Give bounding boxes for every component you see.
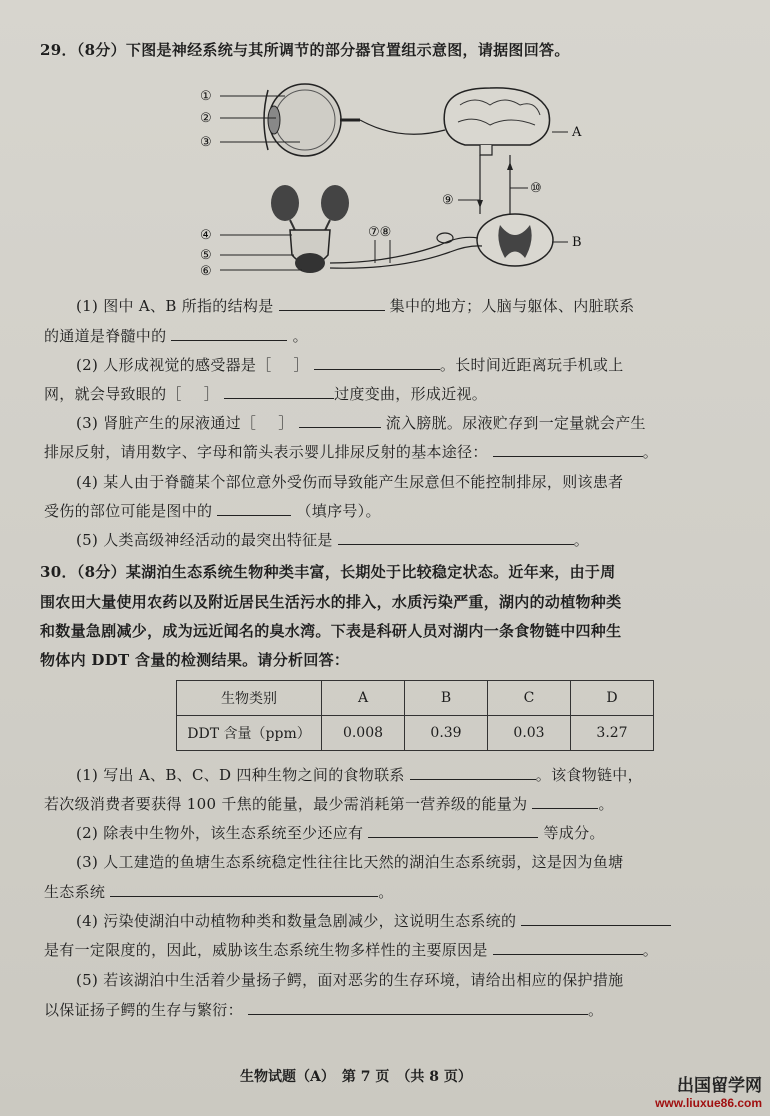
q29-1-line2 (44, 326, 308, 346)
label-3: ③ (200, 135, 212, 150)
q29-5-line (76, 530, 589, 550)
q29-1-end: 。 (292, 327, 308, 345)
table-header-cell: 生物类别 (177, 681, 322, 716)
q30-5-text-b: 以保证扬子鳄的生存与繁衍： (44, 1001, 243, 1019)
q29-3-line1 (76, 413, 646, 433)
ddt-table (176, 680, 654, 751)
answer-blank[interactable] (532, 794, 598, 809)
q30-5-end: 。 (587, 1001, 604, 1019)
q29-2-text-f: 过度变曲，形成近视。 (334, 385, 488, 403)
q29-3-text-d: 排尿反射，请用数字、字母和箭头表示婴儿排尿反射的基本途径： (44, 443, 488, 461)
watermark-title: 出国留学网 (677, 1076, 762, 1095)
q29-3-text-b: ］ (278, 414, 294, 432)
nervous-system-diagram (190, 80, 610, 280)
q29-2-text-e: ］ (203, 385, 220, 403)
q30-4-end: 。 (642, 941, 659, 959)
q29-3-text-c: 流入膀胱。尿液贮存到一定量就会产生 (385, 414, 646, 432)
label-A: A (572, 125, 582, 140)
answer-blank[interactable] (368, 823, 538, 838)
q30-intro-line3: 和数量急剧减少，成为远近闻名的臭水湾。下表是科研人员对湖内一条食物链中四种生 (40, 622, 622, 640)
q29-5-end: 。 (573, 531, 590, 549)
answer-blank[interactable] (314, 355, 440, 370)
table-header-cell: C (488, 681, 571, 716)
page-footer: 生物试题（A） 第 7 页 （共 8 页） (240, 1069, 472, 1085)
label-1: ① (200, 89, 212, 104)
q30-2-text-a: (2) 除表中生物外，该生态系统至少还应有 (76, 824, 364, 842)
q30-1-text-c: 若次级消费者要获得 100 千焦的能量，最少需消耗第一营养级的能量为 (44, 795, 528, 813)
label-10: ⑩ (530, 181, 542, 196)
q30-3-text-b: 生态系统 (44, 883, 106, 901)
answer-blank[interactable] (248, 1000, 588, 1015)
spinal-cord-illustration (477, 214, 553, 266)
q29-1-text-c: 的通道是脊髓中的 (44, 327, 167, 345)
label-7-8: ⑦⑧ (368, 225, 392, 240)
q29-3-end: 。 (642, 443, 659, 461)
answer-blank[interactable] (410, 765, 536, 780)
q29-3-line2 (44, 442, 658, 462)
table-header-cell: A (322, 681, 405, 716)
q29-3-text-a: (3) 肾脏产生的尿液通过［ (76, 414, 257, 432)
q29-5-text-a: (5) 人类高级神经活动的最突出特征是 (76, 531, 333, 549)
table-cell: DDT 含量（ppm） (177, 716, 322, 751)
q30-1-text-a: (1) 写出 A、B、C、D 四种生物之间的食物联系 (76, 766, 405, 784)
q30-1-line1 (76, 765, 643, 785)
q29-4-line1: (4) 某人由于脊髓某个部位意外受伤而导致能产生尿意但不能控制排尿，则该患者 (76, 473, 624, 491)
q30-1-text-b: 。该食物链中， (535, 766, 643, 784)
table-cell: 0.008 (322, 716, 405, 751)
answer-blank[interactable] (224, 384, 334, 399)
site-watermark (655, 1071, 762, 1110)
q30-4-text-a: (4) 污染使湖泊中动植物种类和数量急剧减少，这说明生态系统的 (76, 912, 517, 930)
q30-intro-line2: 围农田大量使用农药以及附近居民生活污水的排入，水质污染严重，湖内的动植物种类 (40, 593, 622, 611)
q29-2-text-d: 网，就会导致眼的［ (44, 385, 182, 403)
q29-4-text-c: （填序号）。 (296, 502, 381, 520)
answer-blank[interactable] (521, 911, 671, 926)
q30-4-line2 (44, 940, 658, 960)
signal-arrows (477, 162, 513, 208)
watermark-url: www.liuxue86.com (655, 1096, 762, 1110)
q29-1-text-b: 集中的地方；人脑与躯体、内脏联系 (389, 297, 635, 315)
q30-1-end: 。 (598, 795, 614, 813)
table-cell: 0.39 (405, 716, 488, 751)
q30-intro-line1: 30．（8分）某湖泊生态系统生物种类丰富，长期处于比较稳定状态。近年来，由于周 (40, 563, 616, 581)
q29-1-text-a: (1) 图中 A、B 所指的结构是 (76, 297, 274, 315)
answer-blank[interactable] (217, 501, 291, 516)
q29-2-line1 (76, 355, 624, 375)
q29-2-text-b: ］ (293, 356, 309, 374)
eye-illustration (264, 84, 360, 156)
answer-blank[interactable] (110, 882, 378, 897)
q29-2-text-a: (2) 人形成视觉的感受器是［ (76, 356, 272, 374)
label-6: ⑥ (200, 264, 212, 279)
q29-header: 29．（8分）下图是神经系统与其所调节的部分器官置组示意图，请据图回答。 (40, 41, 570, 59)
table-cell: 3.27 (571, 716, 654, 751)
q29-2-line2 (44, 384, 487, 404)
answer-blank[interactable] (299, 413, 381, 428)
answer-blank[interactable] (279, 296, 385, 311)
answer-blank[interactable] (338, 530, 574, 545)
q29-1-line1 (76, 296, 634, 316)
table-header-cell: D (571, 681, 654, 716)
answer-blank[interactable] (493, 940, 643, 955)
q29-4-text-b: 受伤的部位可能是图中的 (44, 502, 213, 520)
q30-3-end: 。 (378, 883, 394, 901)
label-2: ② (200, 111, 212, 126)
q30-1-line2 (44, 794, 614, 814)
label-4: ④ (200, 228, 212, 243)
answer-blank[interactable] (171, 326, 287, 341)
q30-5-line1: (5) 若该湖泊中生活着少量扬子鳄，面对恶劣的生存环境，请给出相应的保护措施 (76, 971, 624, 989)
table-cell: 0.03 (488, 716, 571, 751)
q30-4-text-b: 是有一定限度的，因此，威胁该生态系统生物多样性的主要原因是 (44, 941, 488, 959)
q30-5-line2 (44, 1000, 603, 1020)
q30-intro-line4: 物体内 DDT 含量的检测结果。请分析回答： (40, 651, 350, 669)
urinary-system-illustration (271, 185, 349, 273)
q29-4-line2 (44, 501, 381, 521)
brain-illustration (444, 88, 549, 155)
answer-blank[interactable] (493, 442, 643, 457)
q29-2-text-c: 。长时间近距离玩手机或上 (439, 356, 624, 374)
label-9: ⑨ (442, 193, 454, 208)
q30-3-line2 (44, 882, 394, 902)
q30-2-text-b: 等成分。 (543, 824, 605, 842)
label-B: B (572, 235, 582, 250)
q30-4-line1 (76, 911, 671, 931)
q30-2-line (76, 823, 605, 843)
q30-3-line1: (3) 人工建造的鱼塘生态系统稳定性往往比天然的湖泊生态系统弱，这是因为鱼塘 (76, 853, 624, 871)
table-header-cell: B (405, 681, 488, 716)
label-5: ⑤ (200, 248, 212, 263)
table-header-row (177, 681, 654, 716)
table-row (177, 716, 654, 751)
